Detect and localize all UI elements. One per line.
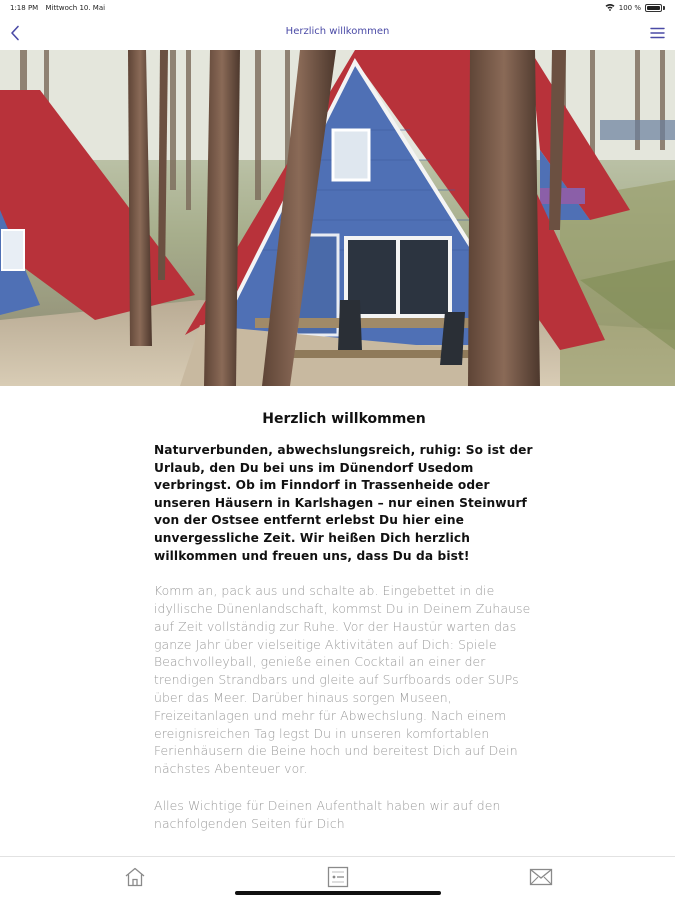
lead-paragraph: Naturverbunden, abwechslungsreich, ruhig: So ist der Urlaub, den Du bei uns im Dünendorf Usedom verbringst. Ob im Finndorf in Trassenheide oder unseren Häusern in Karlshagen – nur einen Steinwurf von der Ostsee entfernt erlebst Du hier eine unvergessliche Zeit. Wir heißen Dich herzlich willkommen und freuen uns, dass Du da bist! [154, 443, 533, 563]
page-title: Herzlich willkommen [285, 26, 390, 37]
battery-icon [645, 4, 662, 12]
tab-mail[interactable] [527, 865, 555, 889]
content-area[interactable] [154, 386, 534, 858]
hamburger-menu-icon [650, 27, 665, 39]
hero-image [0, 50, 675, 386]
wifi-icon [605, 3, 615, 13]
status-time: 1:18 PM [10, 4, 39, 12]
tab-info[interactable] [324, 865, 352, 889]
mail-icon [529, 868, 553, 886]
body-paragraph-1: Komm an, pack aus und schalte ab. Eingebettet in die idyllische Dünenlandschaft, kommst Du in Deinem Zuhause auf Zeit vollständig zur Ruhe. Vor der Haustür warten das ganze Jahr über vielseitige Aktivitäten auf Dich: Spiele Beachvolleyball, genieße einen Cocktail an einer der trendigen Strandbars und gleite auf Surfboards oder SUPs über das Meer. Darüber hinaus sorgen Museen, Freizeitanlagen und mehr für Abwechslung. Nach einem ereignisreichen Tag legst Du in unseren komfortablen Ferienhäusern die Beine hoch und bereitest Dich auf Dein nächstes Abenteuer vor. [154, 583, 531, 777]
content-heading: Herzlich willkommen [262, 411, 426, 427]
status-date: Mittwoch 10. Mai [45, 4, 106, 12]
holiday-huts-photo [0, 50, 675, 386]
status-bar [0, 0, 675, 16]
home-icon [124, 867, 146, 887]
battery-tip [663, 6, 665, 10]
body-paragraph-2: Alles Wichtige für Deinen Aufenthalt haben wir auf den nachfolgenden Seiten für Dich [154, 797, 501, 831]
status-right [605, 3, 665, 13]
menu-button[interactable] [647, 24, 667, 42]
battery-percentage: 100 % [618, 4, 641, 12]
status-left [10, 4, 105, 12]
home-indicator [235, 891, 441, 895]
tab-home[interactable] [121, 865, 149, 889]
info-card-icon [327, 866, 349, 888]
navigation-bar [0, 16, 675, 50]
